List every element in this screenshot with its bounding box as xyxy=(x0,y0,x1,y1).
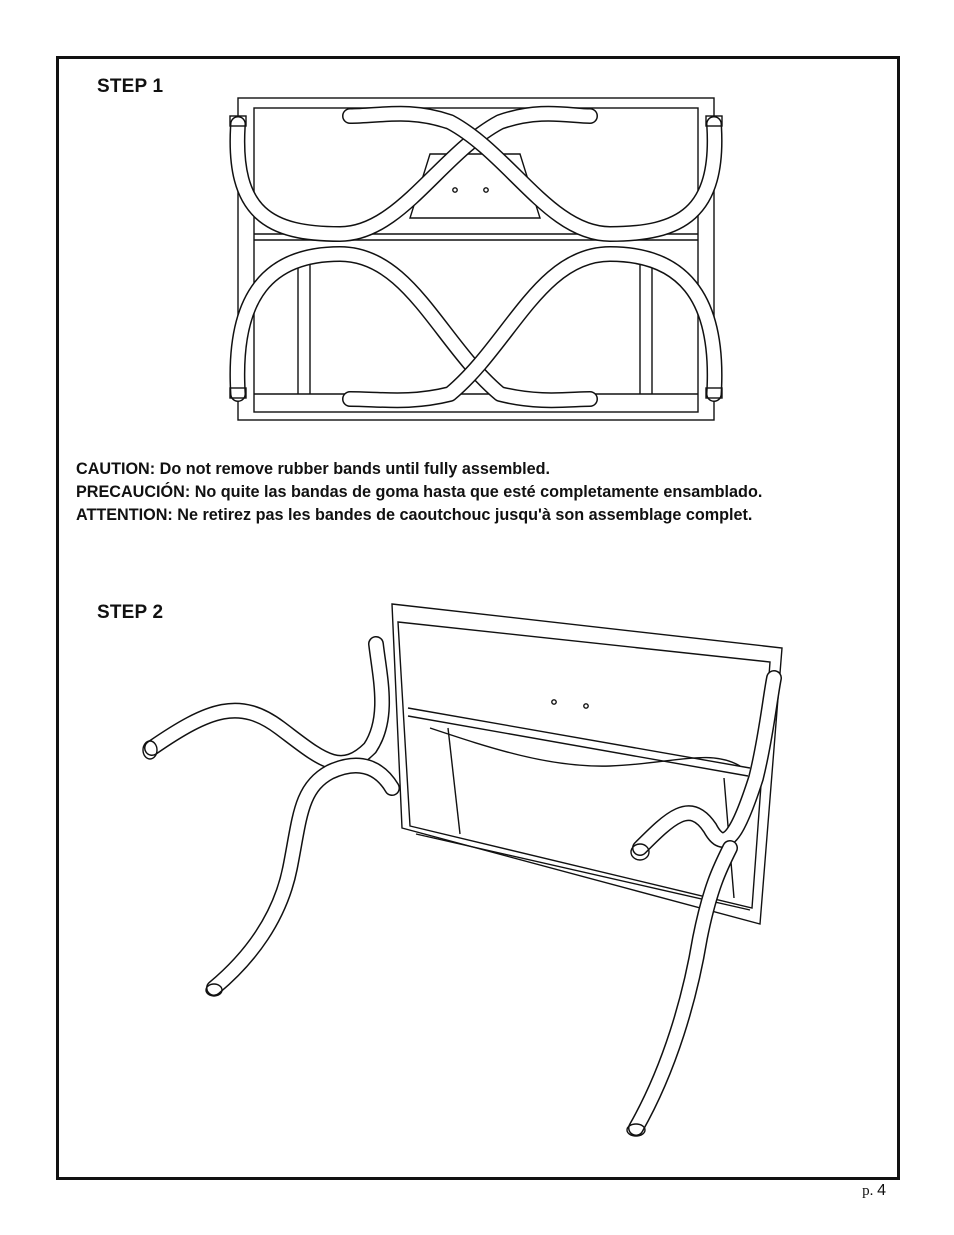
step-2-illustration xyxy=(130,598,790,1143)
caution-text xyxy=(76,458,886,527)
caution-french: ATTENTION: Ne retirez pas les bandes de caoutchouc jusqu'à son assemblage complet. xyxy=(76,506,753,524)
step-2-title: STEP 2 xyxy=(97,602,164,623)
caution-spanish: PRECAUCIÓN: No quite las bandas de goma hasta que esté completamente ensamblado. xyxy=(76,483,763,501)
caution-english: CAUTION: Do not remove rubber bands until fully assembled. xyxy=(76,460,551,478)
step-1-title: STEP 1 xyxy=(97,76,164,97)
step-1-illustration xyxy=(220,94,730,424)
page-number: p. 4 xyxy=(862,1182,886,1199)
